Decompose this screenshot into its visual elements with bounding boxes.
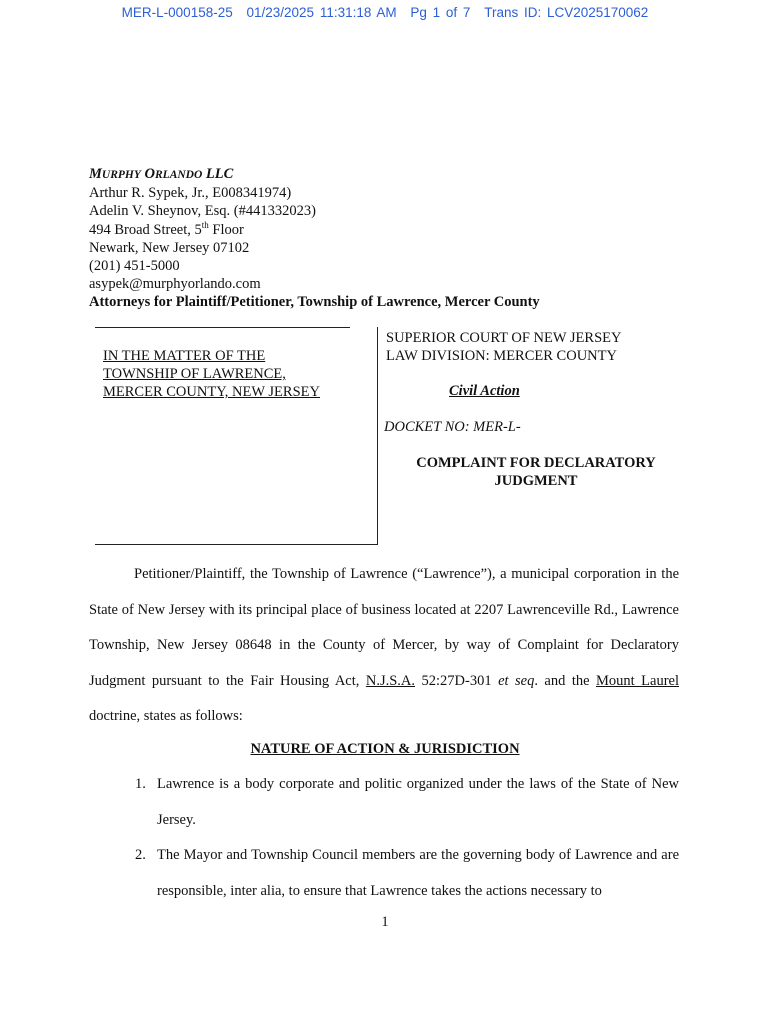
case-caption: IN THE MATTER OF THE TOWNSHIP OF LAWRENCE, MERCER COUNTY, NEW JERSEY xyxy=(103,348,320,400)
attorney-block xyxy=(89,165,540,312)
numbered-paragraph: 1. Lawrence is a body corporate and politic organized under the laws of the State of New Jersey. xyxy=(135,776,679,828)
stamp-docket: MER-L-000158-25 xyxy=(121,5,233,20)
case-caption-box xyxy=(95,327,378,545)
numbered-paragraph: 2. The Mayor and Township Council members are the governing body of Lawrence and are responsible, inter alia, to ensure that Lawrence takes the actions necessary to xyxy=(135,847,679,899)
attorney-email: asypek@murphyorlando.com xyxy=(89,276,261,293)
attorney-city: Newark, New Jersey 07102 xyxy=(89,239,250,256)
stamp-datetime: 01/23/2025 11:31:18 AM xyxy=(246,5,397,20)
intro-paragraph: Petitioner/Plaintiff, the Township of Lawrence (“Lawrence”), a municipal corporation in the State of New Jersey with its principal place of business located at 2207 Lawrenceville Rd., Lawrence Township, New Jersey 08648 in the County of Mercer, by way of Complaint for Declaratory Judgment pursuant to the Fair Housing Act, N.J.S.A. 52:27D-301 et seq. and the Mount Laurel doctrine, states as follows: xyxy=(89,566,679,724)
firm-name: MURPHY ORLANDO LLC xyxy=(89,166,234,182)
stamp-trans-id: Trans ID: LCV2025170062 xyxy=(484,5,649,20)
page-number: 1 xyxy=(381,914,389,930)
court-name: SUPERIOR COURT OF NEW JERSEY LAW DIVISION: MERCER COUNTY xyxy=(386,330,622,364)
civil-action-label: Civil Action xyxy=(449,383,520,399)
section-heading: NATURE OF ACTION & JURISDICTION xyxy=(250,741,520,757)
attorney-line-1: Arthur R. Sypek, Jr., E008341974) xyxy=(89,185,292,202)
docket-number: DOCKET NO: MER-L- xyxy=(384,419,521,435)
attorney-address: 494 Broad Street, 5th Floor xyxy=(89,219,244,238)
stamp-page: Pg 1 of 7 xyxy=(410,5,471,20)
filing-stamp-header xyxy=(0,5,770,20)
attorneys-for-line: Attorneys for Plaintiff/Petitioner, Township of Lawrence, Mercer County xyxy=(89,294,540,311)
attorney-phone: (201) 451-5000 xyxy=(89,258,180,275)
attorney-line-2: Adelin V. Sheynov, Esq. (#441332023) xyxy=(89,203,316,220)
document-title: COMPLAINT FOR DECLARATORY JUDGMENT xyxy=(416,455,656,489)
